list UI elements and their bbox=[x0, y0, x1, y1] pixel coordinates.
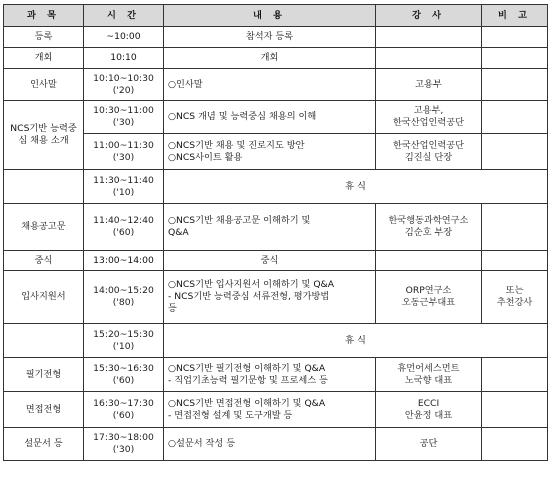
note-cell bbox=[482, 69, 548, 101]
lecturer-line: 오동근부대표 bbox=[401, 297, 456, 308]
note-cell bbox=[482, 48, 548, 69]
duration: ('30) bbox=[112, 117, 135, 128]
time-range: 11:00~11:30 bbox=[93, 139, 154, 151]
time-range: 11:30~11:40 bbox=[93, 174, 154, 186]
lecturer-cell bbox=[376, 48, 482, 69]
header-content: 내 용 bbox=[164, 5, 376, 27]
duration: ('60) bbox=[112, 227, 135, 238]
header-row bbox=[4, 5, 548, 27]
lecturer-line: 안윤정 대표 bbox=[404, 409, 453, 421]
table-row bbox=[4, 48, 548, 69]
content-line: - 면접전형 설계 및 도구개발 등 bbox=[168, 409, 293, 421]
subject-cell bbox=[4, 324, 84, 358]
time-range: 16:30~17:30 bbox=[93, 397, 154, 409]
content-line: ○NCS기반 채용공고문 이해하기 및 bbox=[168, 215, 311, 226]
content-line: ○NCS기반 채용 및 진로지도 방안 bbox=[168, 139, 305, 151]
subject-cell bbox=[4, 170, 84, 204]
header-note: 비 고 bbox=[482, 5, 548, 27]
lecturer-line: 한국산업인력공단 bbox=[392, 139, 464, 151]
content-line: - 직업기초능력 필기문항 및 프로세스 등 bbox=[168, 374, 328, 386]
header-subject: 과 목 bbox=[4, 5, 84, 27]
lecturer-line: ECCI bbox=[417, 397, 440, 409]
table-row bbox=[4, 134, 548, 170]
time-range: 17:30~18:00 bbox=[93, 432, 154, 443]
table-row bbox=[4, 428, 548, 461]
table-row bbox=[4, 358, 548, 392]
content-cell: ○NCS 개념 및 능력중심 채용의 이해 bbox=[164, 101, 376, 134]
table-row bbox=[4, 271, 548, 324]
subject-cell: 등록 bbox=[4, 27, 84, 48]
subject-cell: 채용공고문 bbox=[4, 204, 84, 251]
content-cell: 중식 bbox=[164, 251, 376, 271]
content-cell bbox=[164, 271, 376, 324]
table-row bbox=[4, 251, 548, 271]
lecturer-cell bbox=[376, 358, 482, 392]
content-line: ○NCS기반 필기전형 이해하기 및 Q&A bbox=[168, 362, 326, 374]
table-row bbox=[4, 204, 548, 251]
table-row bbox=[4, 101, 548, 134]
lecturer-line: 휴먼어세스먼트 bbox=[397, 362, 460, 374]
time-cell bbox=[84, 134, 164, 170]
subject-cell: 인사말 bbox=[4, 69, 84, 101]
duration: ('10) bbox=[112, 186, 135, 198]
note-cell bbox=[482, 204, 548, 251]
lecturer-line: 한국행동과학연구소 bbox=[388, 215, 469, 226]
lecturer-line: 고용부, bbox=[413, 105, 444, 116]
content-line: ○NCS기반 입사지원서 이해하기 및 Q&A bbox=[168, 279, 335, 290]
lecturer-line: 노국향 대표 bbox=[404, 374, 453, 386]
schedule-table-wrapper bbox=[3, 4, 548, 461]
time-cell bbox=[84, 324, 164, 358]
lecturer-cell: 공단 bbox=[376, 428, 482, 461]
table-row bbox=[4, 27, 548, 48]
time-range: 15:20~15:30 bbox=[93, 328, 154, 340]
subject-cell: 필기전형 bbox=[4, 358, 84, 392]
subject-cell: 입사지원서 bbox=[4, 271, 84, 324]
duration: ('80) bbox=[112, 297, 135, 308]
content-line: Q&A bbox=[168, 227, 189, 238]
subject-cell: 개회 bbox=[4, 48, 84, 69]
time-cell: 13:00~14:00 bbox=[84, 251, 164, 271]
note-line: 또는 bbox=[505, 285, 524, 296]
lecturer-line: ORP연구소 bbox=[405, 285, 452, 296]
duration: ('30) bbox=[112, 444, 135, 455]
lecturer-cell bbox=[376, 204, 482, 251]
lecturer-cell: 고용부 bbox=[376, 69, 482, 101]
note-cell bbox=[482, 392, 548, 428]
note-line: 추천강사 bbox=[496, 297, 533, 308]
lecturer-line: 한국산업인력공단 bbox=[392, 117, 464, 128]
time-cell: ~10:00 bbox=[84, 27, 164, 48]
content-cell bbox=[164, 358, 376, 392]
note-cell bbox=[482, 428, 548, 461]
lecturer-line: 김진실 단장 bbox=[404, 151, 453, 163]
content-cell bbox=[164, 134, 376, 170]
subject-cell: 중식 bbox=[4, 251, 84, 271]
time-cell bbox=[84, 69, 164, 101]
time-cell bbox=[84, 358, 164, 392]
content-cell: 참석자 등록 bbox=[164, 27, 376, 48]
duration: ('60) bbox=[112, 409, 135, 421]
duration: ('20) bbox=[112, 84, 135, 96]
header-lecturer: 강 사 bbox=[376, 5, 482, 27]
lecturer-cell bbox=[376, 134, 482, 170]
duration: ('60) bbox=[112, 374, 135, 386]
time-cell: 10:10 bbox=[84, 48, 164, 69]
schedule-table bbox=[3, 4, 548, 461]
time-cell bbox=[84, 271, 164, 324]
note-cell bbox=[482, 27, 548, 48]
lecturer-cell bbox=[376, 27, 482, 48]
time-range: 15:30~16:30 bbox=[93, 362, 154, 374]
content-line: - NCS기반 능력중심 서류전형, 평가방법 bbox=[168, 291, 330, 302]
subject-cell: NCS기반 능력중심 채용 소개 bbox=[4, 101, 84, 170]
duration: ('30) bbox=[112, 151, 135, 163]
content-line: 등 bbox=[168, 303, 177, 314]
content-line: ○NCS사이트 활용 bbox=[168, 151, 243, 163]
time-range: 10:10~10:30 bbox=[93, 72, 154, 84]
lecturer-cell bbox=[376, 251, 482, 271]
subject-cell: 면접전형 bbox=[4, 392, 84, 428]
time-cell bbox=[84, 170, 164, 204]
time-cell bbox=[84, 204, 164, 251]
subject-cell: 설문서 등 bbox=[4, 428, 84, 461]
note-cell bbox=[482, 101, 548, 134]
table-row bbox=[4, 69, 548, 101]
table-row bbox=[4, 170, 548, 204]
content-cell: ○설문서 작성 등 bbox=[164, 428, 376, 461]
content-cell bbox=[164, 204, 376, 251]
note-cell bbox=[482, 251, 548, 271]
time-range: 10:30~11:00 bbox=[93, 105, 154, 116]
break-cell: 휴 식 bbox=[164, 170, 548, 204]
lecturer-cell bbox=[376, 101, 482, 134]
note-cell bbox=[482, 134, 548, 170]
time-cell bbox=[84, 428, 164, 461]
duration: ('10) bbox=[112, 340, 135, 352]
lecturer-cell bbox=[376, 271, 482, 324]
table-row bbox=[4, 392, 548, 428]
header-time: 시 간 bbox=[84, 5, 164, 27]
time-cell bbox=[84, 392, 164, 428]
time-range: 14:00~15:20 bbox=[93, 285, 154, 296]
note-cell bbox=[482, 358, 548, 392]
lecturer-line: 김순호 부장 bbox=[404, 227, 453, 238]
break-cell: 휴 식 bbox=[164, 324, 548, 358]
note-cell bbox=[482, 271, 548, 324]
table-row bbox=[4, 324, 548, 358]
time-range: 11:40~12:40 bbox=[93, 215, 154, 226]
time-cell bbox=[84, 101, 164, 134]
content-cell: ○인사말 bbox=[164, 69, 376, 101]
content-cell bbox=[164, 392, 376, 428]
lecturer-cell bbox=[376, 392, 482, 428]
content-line: ○NCS기반 면접전형 이해하기 및 Q&A bbox=[168, 397, 326, 409]
content-cell: 개회 bbox=[164, 48, 376, 69]
